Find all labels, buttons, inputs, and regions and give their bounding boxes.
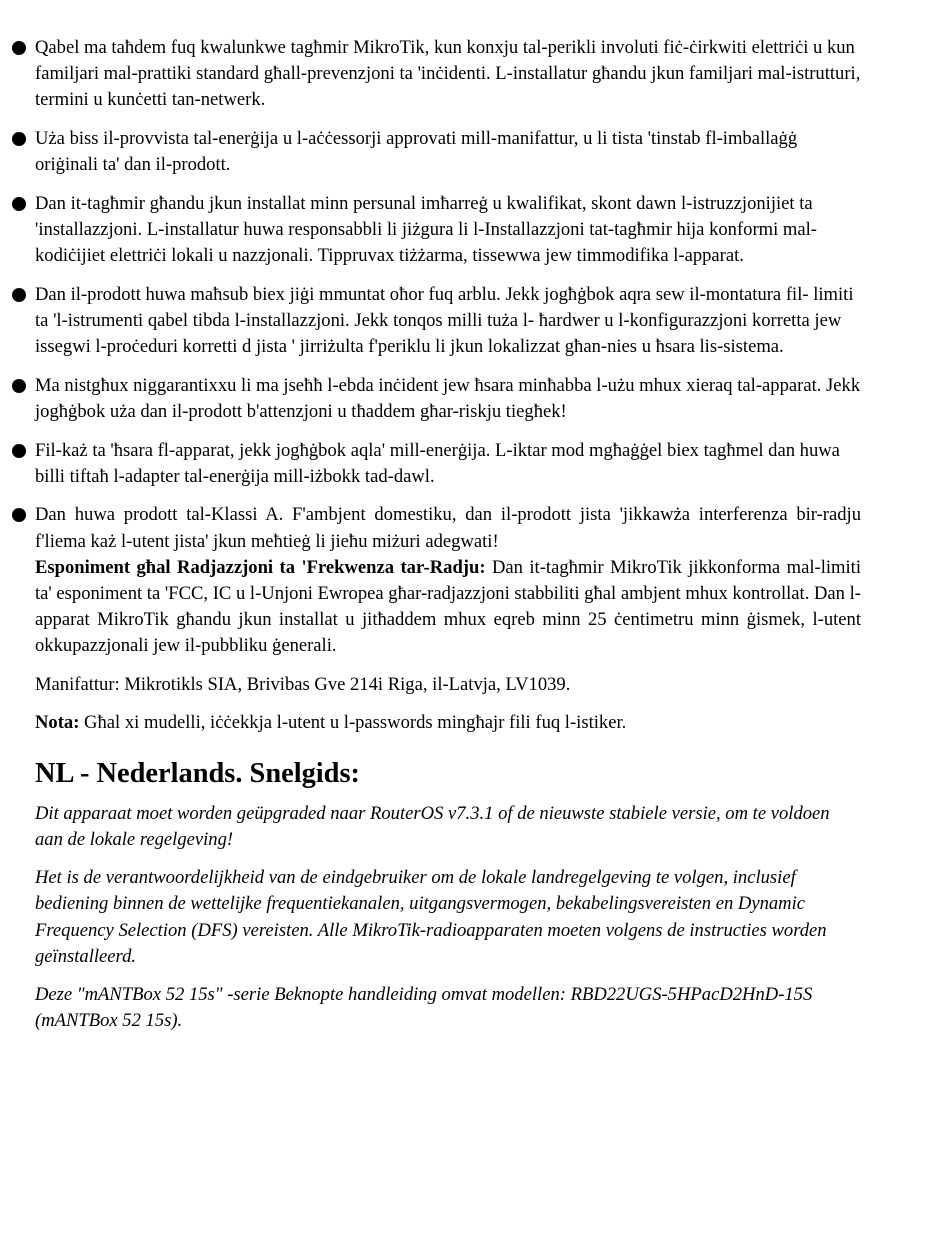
safety-list <box>0 35 950 1047</box>
manufacturer-line: Manifattur: Mikrotikls SIA, Brivibas Gve 214i Riga, il-Latvja, LV1039. <box>35 674 571 695</box>
bullet-icon <box>12 379 26 393</box>
bullet-icon <box>12 41 26 55</box>
rf-exposure-paragraph <box>35 555 861 660</box>
list-item <box>0 191 861 270</box>
section-heading-nl: NL - Nederlands. Snelgids: <box>35 757 360 789</box>
list-item <box>0 126 861 178</box>
note-line <box>0 710 861 736</box>
list-item <box>0 502 861 659</box>
list-item <box>0 373 861 425</box>
note-text: Għal xi mudelli, iċċekkja l-utent u l-passwords mingħajr fili fuq l-istiker. <box>79 712 627 734</box>
nl-upgrade-paragraph: Dit apparaat moet worden geüpgraded naar RouterOS v7.3.1 of de nieuwste stabiele versie, om te voldoen aan de lokale regelgeving! <box>35 802 830 850</box>
list-item-text: Dan huwa prodott tal-Klassi A. F'ambjent domestiku, dan il-prodott jista 'jikkawża interferenza bir-radju f'liema każ l-utent jista' jkun meħtieġ li jieħu miżuri adegwati! <box>35 504 861 552</box>
bullet-icon <box>12 508 26 522</box>
bullet-icon <box>12 132 26 146</box>
list-item-text: Dan il-prodott huwa maħsub biex jiġi mmuntat oħor fuq arblu. Jekk jogħġbok aqra sew il-montatura fil- limiti ta 'l-istrumenti qabel tibda l-installazzjoni. Jekk tonqos milli tuża l- ħardwer u l-konfigurazzjoni korretta jew issegwi l-proċeduri korretti d jista ' jirriżulta f'periklu li jkun lokalizzat għan-nies u ħsara lis-sistema. <box>35 283 854 358</box>
bullet-icon <box>12 288 26 302</box>
bullet-icon <box>12 444 26 458</box>
note-label: Nota: <box>35 712 80 734</box>
list-item <box>0 438 861 490</box>
list-item <box>0 35 861 114</box>
list-item-text: Dan it-tagħmir għandu jkun installat minn persunal imħarreġ u kwalifikat, skont dawn l-istruzzjonijiet ta 'installazzjoni. L-installatur huwa responsabbli li jiżgura li l-Installazzjoni tat-tagħmir hija konformi mal-kodiċijiet elettriċi lokali u nazzjonali. Tippruvax tiżżarma, tissewwa jew timmodifika l-apparat. <box>35 192 817 267</box>
nl-regulation-paragraph: Het is de verantwoordelijkheid van de eindgebruiker om de lokale landregelgeving te volgen, inclusief bediening binnen de wettelijke frequentiekanalen, uitgangsvermogen, bekabelingsvereisten en Dynamic Frequency Selection (DFS) vereisten. Alle MikroTik-radioapparaten moeten volgens de instructies worden geïnstalleerd. <box>35 867 827 967</box>
list-item-text: Fil-każ ta 'ħsara fl-apparat, jekk jogħġbok aqla' mill-enerġija. L-iktar mod mgħaġġel biex tagħmel dan huwa billi tiftaħ l-adapter tal-enerġija mill-iżbokk tad-dawl. <box>35 439 840 487</box>
list-item-text: Qabel ma taħdem fuq kwalunkwe tagħmir MikroTik, kun konxju tal-perikli involuti fiċ-ċirkwiti elettriċi u kun familjari mal-prattiki standard għall-prevenzjoni ta 'inċidenti. L-installatur għandu jkun familjari mal-istrutturi, termini u kunċetti tan-netwerk. <box>35 37 861 111</box>
list-item-text: Uża biss il-provvista tal-enerġija u l-aċċessorji approvati mill-manifattur, u li tista 'tinstab fl-imballaġġ oriġinali ta' dan il-prodott. <box>35 128 798 176</box>
list-item <box>0 282 861 361</box>
nl-models-paragraph: Deze "mANTBox 52 15s" -serie Beknopte handleiding omvat modellen: RBD22UGS-5HPacD2HnD-15S (mANTBox 52 15s). <box>35 984 813 1032</box>
bullet-icon <box>12 197 26 211</box>
rf-exposure-label: Esponiment għal Radjazzjoni ta 'Frekwenza tar-Radju: <box>35 556 486 578</box>
list-item-text: Ma nistgħux niggarantixxu li ma jseħħ l-ebda inċident jew ħsara minħabba l-użu mhux xieraq tal-apparat. Jekk jogħġbok uża dan il-prodott b'attenzjoni u tħaddem għar-riskju tiegħek! <box>35 374 861 422</box>
rf-exposure-text: Dan it-tagħmir MikroTik jikkonforma mal-limiti ta' esponiment ta 'FCC, IC u l-Unjoni Ewropea għar-radjazzjoni stabbiliti għal ambjent mhux kontrollat. Dan l-apparat MikroTik għandu jkun installat u jitħaddem mhux eqreb minn 25 ċentimetru minn ġismek, l-utent okkupazzjonali jew il-pubbliku ġenerali. <box>35 556 861 657</box>
